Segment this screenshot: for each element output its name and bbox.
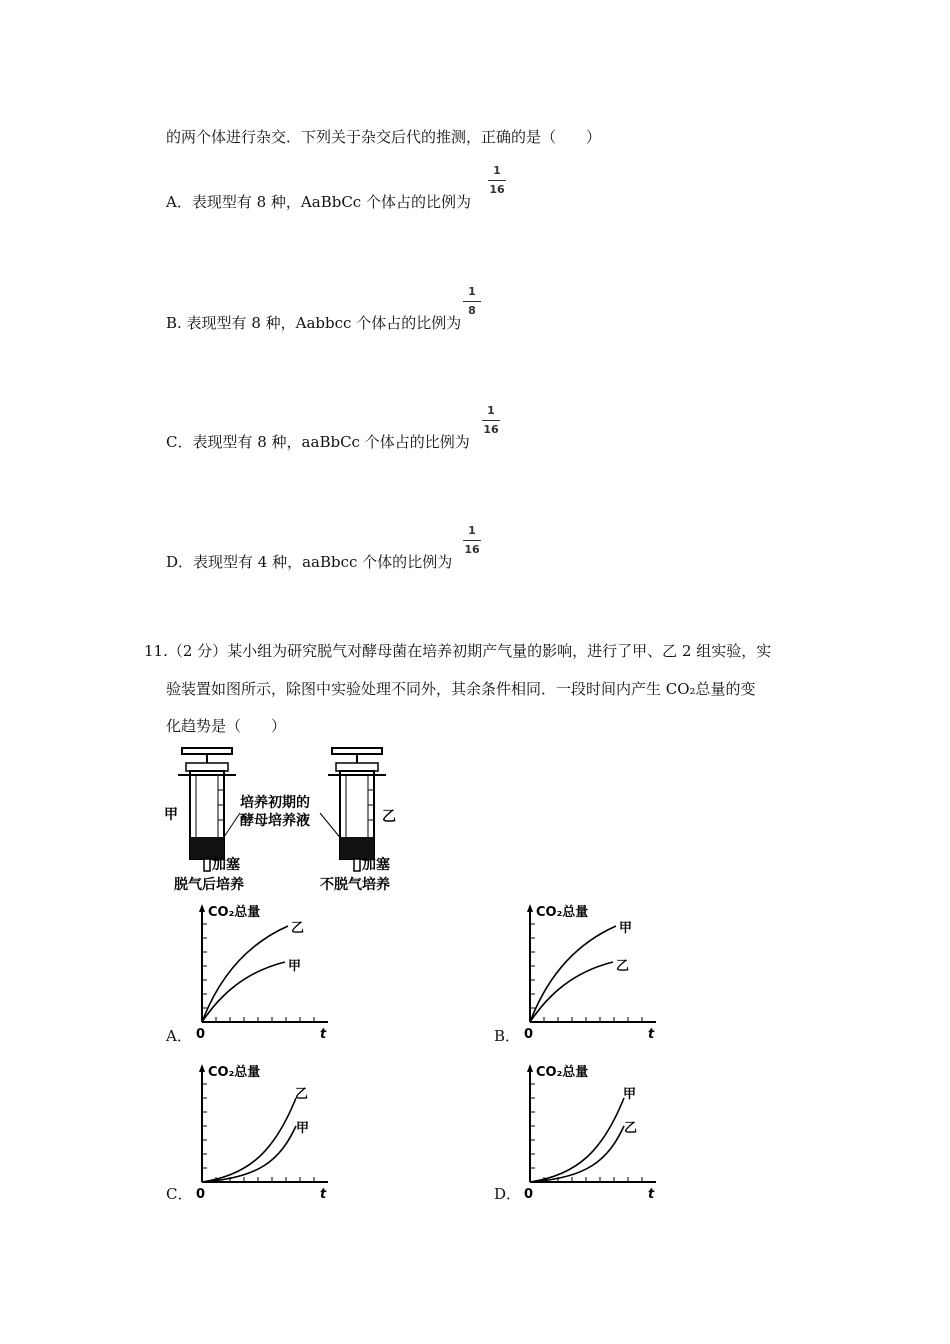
q11-option-d-letter[interactable]: D． <box>494 1185 522 1203</box>
curve-lower-label: 乙 <box>624 1121 638 1136</box>
curve-lower <box>202 1126 296 1182</box>
plug-label-right: 加塞 <box>362 857 390 873</box>
y-axis-arrow <box>199 904 205 912</box>
syringe-right <box>328 748 386 871</box>
x-axis-label: t <box>320 1187 327 1202</box>
graph-option-b[interactable] <box>518 900 678 1048</box>
x-axis-label: t <box>648 1027 655 1042</box>
q10-option-a[interactable]: A．表现型有 8 种，AaBbCc 个体占的比例为 <box>166 193 471 211</box>
curve-lower-label: 甲 <box>288 959 302 974</box>
q10-option-c-fraction <box>482 404 500 437</box>
curve-lower <box>530 962 613 1022</box>
origin-label: 0 <box>524 1187 534 1202</box>
denominator: 16 <box>483 423 499 436</box>
q10-option-b[interactable]: B. 表现型有 8 种，Aabbcc 个体占的比例为 <box>166 314 462 332</box>
curve-upper <box>202 926 288 1022</box>
q11-option-c-letter[interactable]: C． <box>166 1185 193 1203</box>
denominator: 8 <box>468 304 476 317</box>
q11-option-b-letter[interactable]: B． <box>494 1027 521 1045</box>
curve-upper-label: 甲 <box>623 1087 637 1102</box>
q11-stem-line3: 化趋势是（ ） <box>166 717 287 735</box>
q10-intro: 的两个体进行杂交．下列关于杂交后代的推测，正确的是（ ） <box>166 128 602 146</box>
liquid-label-line2: 酵母培养液 <box>240 813 310 829</box>
curve-upper <box>202 1098 296 1182</box>
q10-option-d-fraction <box>463 524 481 557</box>
y-axis-arrow <box>527 1064 533 1072</box>
graph-option-a[interactable] <box>190 900 350 1048</box>
curve-lower <box>202 962 285 1022</box>
numerator: 1 <box>487 404 495 417</box>
curve-upper-label: 乙 <box>295 1087 309 1102</box>
caption-right: 不脱气培养 <box>320 877 390 893</box>
curve-upper-label: 甲 <box>619 921 633 936</box>
fraction-bar <box>482 420 500 421</box>
q11-stem-line1: 11.（2 分）某小组为研究脱气对酵母菌在培养初期产气量的影响，进行了甲、乙 2 组实验，实 <box>144 642 772 660</box>
q10-option-a-fraction <box>488 164 506 197</box>
numerator: 1 <box>493 164 501 177</box>
denominator: 16 <box>489 183 505 196</box>
fraction-bar <box>463 301 481 302</box>
curve-upper-label: 乙 <box>291 921 305 936</box>
x-axis-label: t <box>648 1187 655 1202</box>
x-axis-label: t <box>320 1027 327 1042</box>
y-axis-label: CO₂总量 <box>536 905 589 920</box>
label-yi: 乙 <box>382 809 396 825</box>
origin-label: 0 <box>196 1027 206 1042</box>
curve-lower-label: 乙 <box>616 959 630 974</box>
pointer-line <box>320 813 342 840</box>
q10-option-c[interactable]: C．表现型有 8 种，aaBbCc 个体占的比例为 <box>166 433 470 451</box>
fraction-bar <box>488 180 506 181</box>
y-axis-label: CO₂总量 <box>208 905 261 920</box>
curve-lower <box>530 1126 624 1182</box>
curve-lower-label: 甲 <box>296 1121 310 1136</box>
q11-stem-line2: 验装置如图所示，除图中实验处理不同外，其余条件相同．一段时间内产生 CO₂总量的变 <box>166 680 756 698</box>
label-jia: 甲 <box>164 807 178 823</box>
liquid-label-line1: 培养初期的 <box>240 795 310 811</box>
graph-option-c[interactable] <box>190 1060 350 1208</box>
fraction-bar <box>463 540 481 541</box>
numerator: 1 <box>468 285 476 298</box>
y-axis-label: CO₂总量 <box>536 1065 589 1080</box>
y-axis-arrow <box>527 904 533 912</box>
numerator: 1 <box>468 524 476 537</box>
curve-upper <box>530 926 616 1022</box>
plug-label-left: 加塞 <box>212 857 240 873</box>
origin-label: 0 <box>196 1187 206 1202</box>
caption-left: 脱气后培养 <box>174 877 244 893</box>
q11-option-a-letter[interactable]: A． <box>166 1027 192 1045</box>
denominator: 16 <box>464 543 480 556</box>
apparatus-figure <box>160 745 430 895</box>
q10-option-d[interactable]: D．表现型有 4 种，aaBbcc 个体的比例为 <box>166 553 453 571</box>
q10-option-b-fraction <box>463 285 481 318</box>
graph-option-d[interactable] <box>518 1060 678 1208</box>
syringe-left <box>178 748 236 871</box>
curve-upper <box>530 1098 624 1182</box>
origin-label: 0 <box>524 1027 534 1042</box>
y-axis-arrow <box>199 1064 205 1072</box>
y-axis-label: CO₂总量 <box>208 1065 261 1080</box>
